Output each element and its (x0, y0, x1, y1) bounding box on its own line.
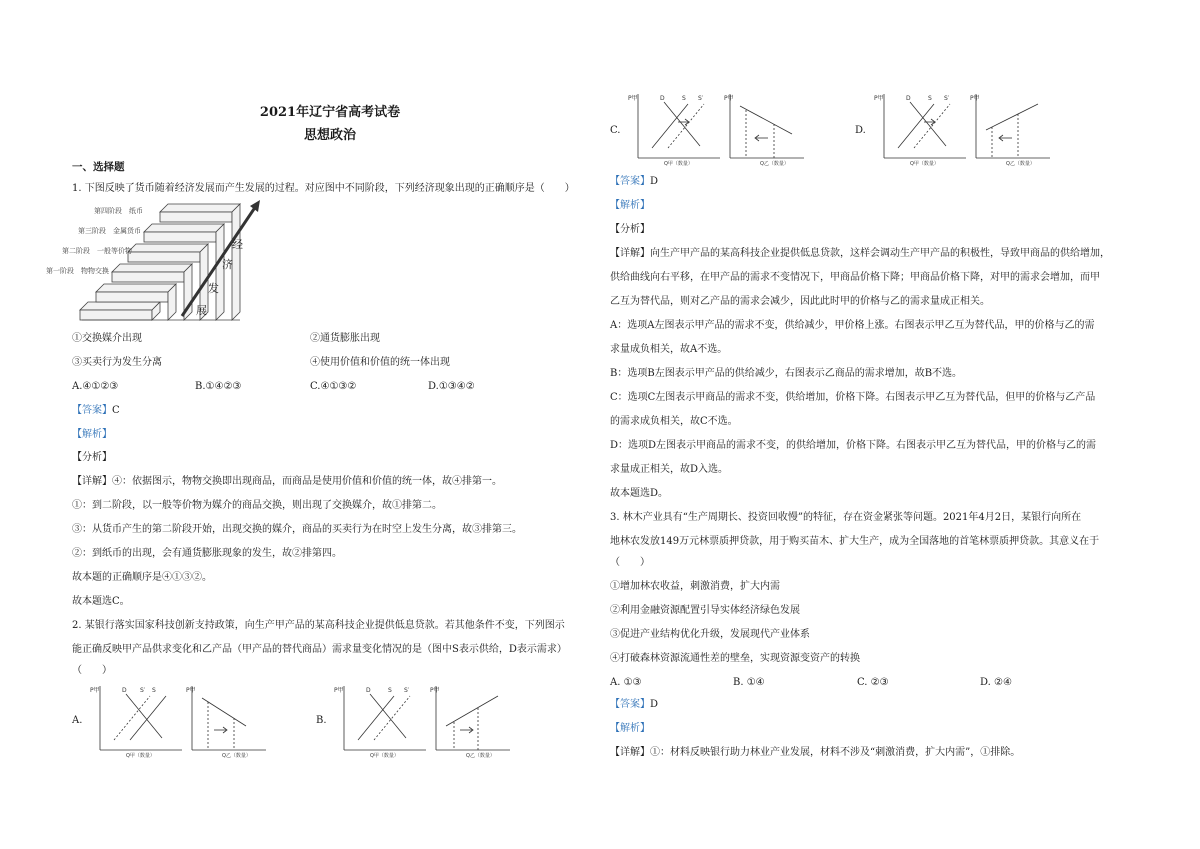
q1-detail-4: ②：到纸币的出现，会有通货膨胀现象的发生，故②排第四。 (72, 548, 342, 559)
answer-tag: 【答案】 (610, 176, 650, 187)
a-axis-p: P甲 (90, 687, 100, 694)
arrow-char-3: 发 (208, 282, 219, 295)
q1-detail-5: 故本题的正确顺序是④①③②。 (72, 572, 212, 583)
d-label-s2: S′ (944, 95, 950, 102)
answer-value: D (650, 176, 659, 187)
d-label-d: D (906, 95, 911, 102)
q1-answer (72, 404, 120, 418)
q2-stem-2: 能正确反映甲产品供求变化和乙产品（甲产品的替代商品）需求量变化情况的是（图中S表示供给，D表示需求） (72, 644, 567, 655)
q1-item-4: ④使用价值和价值的统一体出现 (310, 357, 450, 368)
q2-analysis-tag: 【解析】 (610, 200, 650, 211)
exam-title: 2021年辽宁省高考试卷 (259, 105, 401, 120)
q2-detail-8: 的需求成负相关，故C不选。 (610, 416, 738, 427)
q2-detail-3: 乙互为替代品，则对乙产品的需求会减少，因此此时甲的价格与乙的需求量成正相关。 (610, 296, 990, 307)
q3-detail-1: 【详解】①：材料反映银行助力林业产业发展，材料不涉及“刺激消费，扩大内需”，①排除。 (610, 747, 1021, 758)
stair-label-2: 第二阶段 一般等价物 (62, 247, 132, 255)
q3-analysis-tag: 【解析】 (610, 723, 650, 734)
a2-axis-p: P甲 (186, 687, 196, 694)
q1-item-2: ②通货膨胀出现 (310, 333, 380, 344)
q1-detail-3: ③：从货币产生的第二阶段开始，出现交换的媒介，商品的买卖行为在时空上发生分离，故③排第三。 (72, 524, 522, 535)
d2-axis-q: Q乙（数量） (1006, 161, 1035, 166)
q3-item-3: ③促进产业结构优化升级，发展现代产业体系 (610, 629, 810, 640)
q1-option-d: D.①③④② (428, 381, 475, 392)
q1-stem: 1. 下图反映了货币随着经济发展而产生发展的过程。对应图中不同阶段，下列经济现象出现的正确顺序是（ ） (72, 183, 575, 194)
exam-subject: 思想政治 (303, 128, 356, 143)
stair-label-4: 第四阶段 纸币 (94, 207, 143, 215)
q1-detail-1: 【详解】④：依据图示，物物交换即出现商品，而商品是使用价值和价值的统一体，故④排第一。 (72, 476, 502, 487)
q3-item-1: ①增加林农收益，刺激消费，扩大内需 (610, 581, 780, 592)
q2-detail-10: 求量成正相关，故D入选。 (610, 464, 729, 475)
a-axis-q: Q甲（数量） (126, 753, 155, 758)
q1-item-1: ①交换媒介出现 (72, 333, 142, 344)
q2-b-supply-demand-graph (330, 682, 430, 758)
q2-c-substitute-graph (722, 90, 808, 166)
q1-option-a: A.④①②③ (72, 381, 119, 392)
c-axis-p: P甲 (628, 95, 638, 102)
q1-fenxi: 【分析】 (72, 452, 112, 463)
q2-a-substitute-graph (184, 682, 270, 758)
q2-detail-11: 故本题选D。 (610, 488, 669, 499)
q3-stem-3: （ ） (610, 557, 650, 568)
q1-detail-2: ①：到二阶段，以一般等价物为媒介的商品交换，则出现了交换媒介，故①排第二。 (72, 500, 442, 511)
q2-detail-9: D：选项D左图表示甲商品的需求不变，的供给增加，价格下降。右图表示甲乙互为替代品，甲的价格与乙的需 (610, 440, 1097, 451)
q1-option-c: C.④①③② (310, 381, 357, 392)
q2-b-substitute-graph (428, 682, 514, 758)
c2-axis-q: Q乙（数量） (760, 161, 789, 166)
c-axis-q: Q甲（数量） (664, 161, 693, 166)
b-axis-q: Q甲（数量） (370, 753, 399, 758)
c-label-s2: S′ (698, 95, 704, 102)
q3-item-2: ②利用金融资源配置引导实体经济绿色发展 (610, 605, 800, 616)
q3-answer (610, 698, 658, 712)
q2-detail-1: 【详解】向生产甲产品的某高科技企业提供低息贷款，这样会调动生产甲产品的积极性，导致甲商品的供给增加， (610, 248, 1110, 259)
b-axis-p: P甲 (334, 687, 344, 694)
a-label-s2: S′ (140, 687, 146, 694)
stair-label-1: 第一阶段 物物交换 (46, 267, 109, 275)
q3-stem-1: 3. 林木产业具有“生产周期长、投资回收慢”的特征，存在资金紧张等问题。2021年4月2日，某银行向所在 (610, 512, 1082, 523)
c-label-d: D (660, 95, 665, 102)
a-label-d: D (122, 687, 127, 694)
b2-axis-p: P甲 (430, 687, 440, 694)
c-label-s: S (682, 95, 686, 102)
d-axis-q: Q甲（数量） (910, 161, 939, 166)
arrow-char-4: 展 (196, 304, 207, 317)
q3-option-c: C. ②③ (857, 677, 889, 688)
q2-detail-6: B：选项B左图表示甲产品的供给减少，右图表示乙商品的需求增加，故B不选。 (610, 368, 963, 379)
q2-option-c-label: C. (610, 125, 621, 136)
b2-axis-q: Q乙（数量） (466, 753, 495, 758)
d2-axis-p: P甲 (970, 95, 980, 102)
answer-tag: 【答案】 (72, 405, 112, 416)
q3-option-b: B. ①④ (733, 677, 765, 688)
q2-c-supply-demand-graph (624, 90, 724, 166)
q1-option-b: B.①④②③ (195, 381, 242, 392)
q2-option-d-label: D. (855, 125, 866, 136)
q3-item-4: ④打破森林资源流通性差的壁垒，实现资源变资产的转换 (610, 653, 860, 664)
d-axis-p: P甲 (874, 95, 884, 102)
q3-option-a: A. ①③ (610, 677, 642, 688)
q2-stem-3: （ ） (72, 665, 112, 676)
answer-value: C (112, 405, 120, 416)
q2-detail-4: A：选项A左图表示甲产品的需求不变，供给减少，甲价格上涨。右图表示甲乙互为替代品，甲的价格与乙的需 (610, 320, 1095, 331)
q2-detail-5: 求量成负相关，故A不选。 (610, 344, 728, 355)
section-heading: 一、选择题 (72, 161, 125, 173)
b-label-d: D (366, 687, 371, 694)
q2-fenxi: 【分析】 (610, 224, 650, 235)
d-label-s: S (928, 95, 932, 102)
q2-option-b-label: B. (316, 715, 327, 726)
q2-answer (610, 175, 658, 189)
q2-detail-2: 供给曲线向右平移，在甲产品的需求不变情况下，甲商品价格下降；甲商品价格下降，对甲的需求会增加，而甲 (610, 272, 1100, 283)
q2-d-supply-demand-graph (870, 90, 970, 166)
arrow-char-2: 济 (222, 258, 233, 271)
b-label-s2: S′ (404, 687, 410, 694)
q1-analysis-tag: 【解析】 (72, 429, 112, 440)
q1-item-3: ③买卖行为发生分离 (72, 357, 162, 368)
q2-a-supply-demand-graph (86, 682, 186, 758)
answer-value: D (650, 699, 659, 710)
q1-detail-6: 故本题选C。 (72, 596, 130, 607)
q2-detail-7: C：选项C左图表示甲商品的需求不变，供给增加，价格下降。右图表示甲乙互为替代品，但甲的价格与乙产品 (610, 392, 1096, 403)
q2-d-substitute-graph (968, 90, 1054, 166)
q2-stem-1: 2. 某银行落实国家科技创新支持政策，向生产甲产品的某高科技企业提供低息贷款。若其他条件不变，下列图示 (72, 620, 565, 631)
answer-tag: 【答案】 (610, 699, 650, 710)
a2-axis-q: Q乙（数量） (222, 753, 251, 758)
arrow-char-1: 经 (232, 238, 243, 251)
q3-option-d: D. ②④ (980, 677, 1012, 688)
stair-label-3: 第三阶段 金属货币 (78, 227, 141, 235)
b-label-s: S (388, 687, 392, 694)
c2-axis-p: P甲 (724, 95, 734, 102)
a-label-s: S (152, 687, 156, 694)
q2-option-a-label: A. (72, 715, 83, 726)
q3-stem-2: 地林农发放149万元林票质押贷款，用于购买苗木、扩大生产，成为全国落地的首笔林票质押贷款。其意义在于 (610, 536, 1100, 547)
money-evolution-figure (72, 198, 272, 323)
